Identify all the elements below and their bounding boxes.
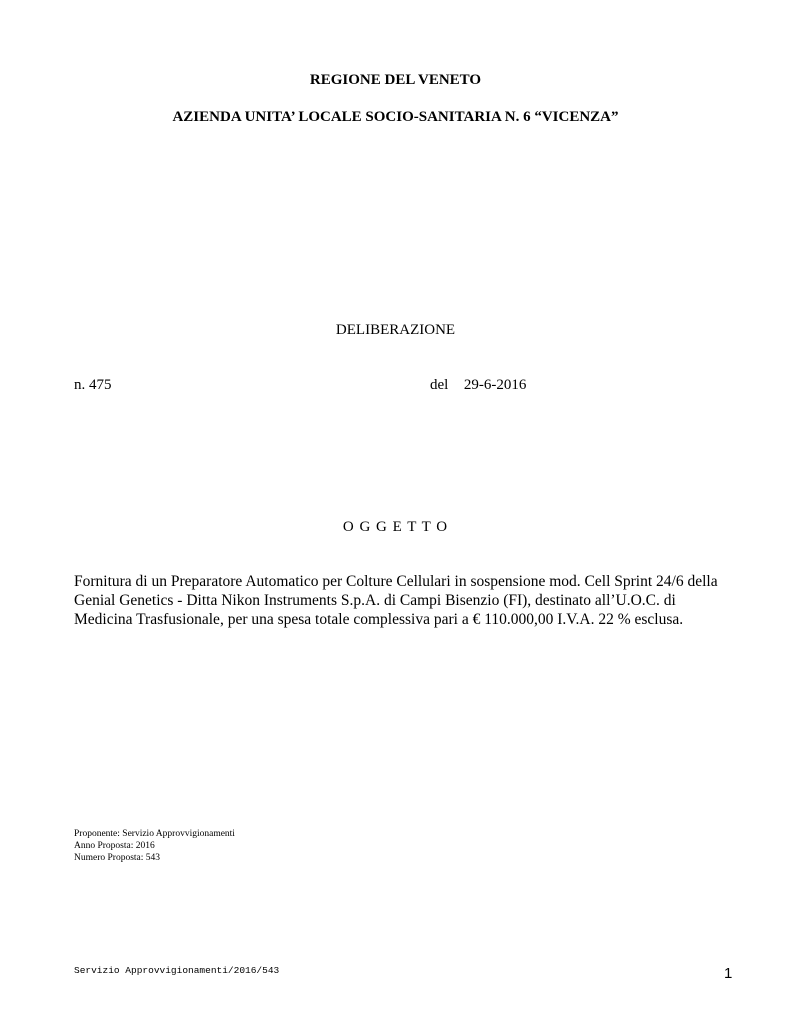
deliberazione-title: DELIBERAZIONE (335, 322, 456, 338)
footer-reference: Servizio Approvvigionamenti/2016/543 (74, 965, 280, 976)
deliberazione-number: n. 475 (74, 377, 112, 393)
oggetto-text: Fornitura di un Preparatore Automatico per Colture Cellulari in sospensione mod. Cell Sprint 24/6 della Genial Genetics - Ditta Nikon Instruments S.p.A. di Campi Bisenzio (FI), destinato all’U.O.C. di Medicina Trasfusionale, per una spesa totale complessiva pari a € 110.000,00 I.V.A. 22 % esclusa. (74, 573, 718, 628)
deliberazione-date: del 29-6-2016 (430, 377, 527, 393)
proponente-line: Proponente: Servizio Approvvigionamenti (74, 829, 235, 839)
proposta-info (74, 828, 235, 864)
anno-proposta-line: Anno Proposta: 2016 (74, 841, 155, 851)
page-number: 1 (724, 965, 733, 982)
numero-proposta-line: Numero Proposta: 543 (74, 853, 161, 863)
region-title: REGIONE DEL VENETO (309, 72, 482, 88)
azienda-title: AZIENDA UNITA’ LOCALE SOCIO-SANITARIA N. 6 “VICENZA” (172, 109, 619, 125)
oggetto-heading: O G G E T T O (342, 519, 449, 535)
